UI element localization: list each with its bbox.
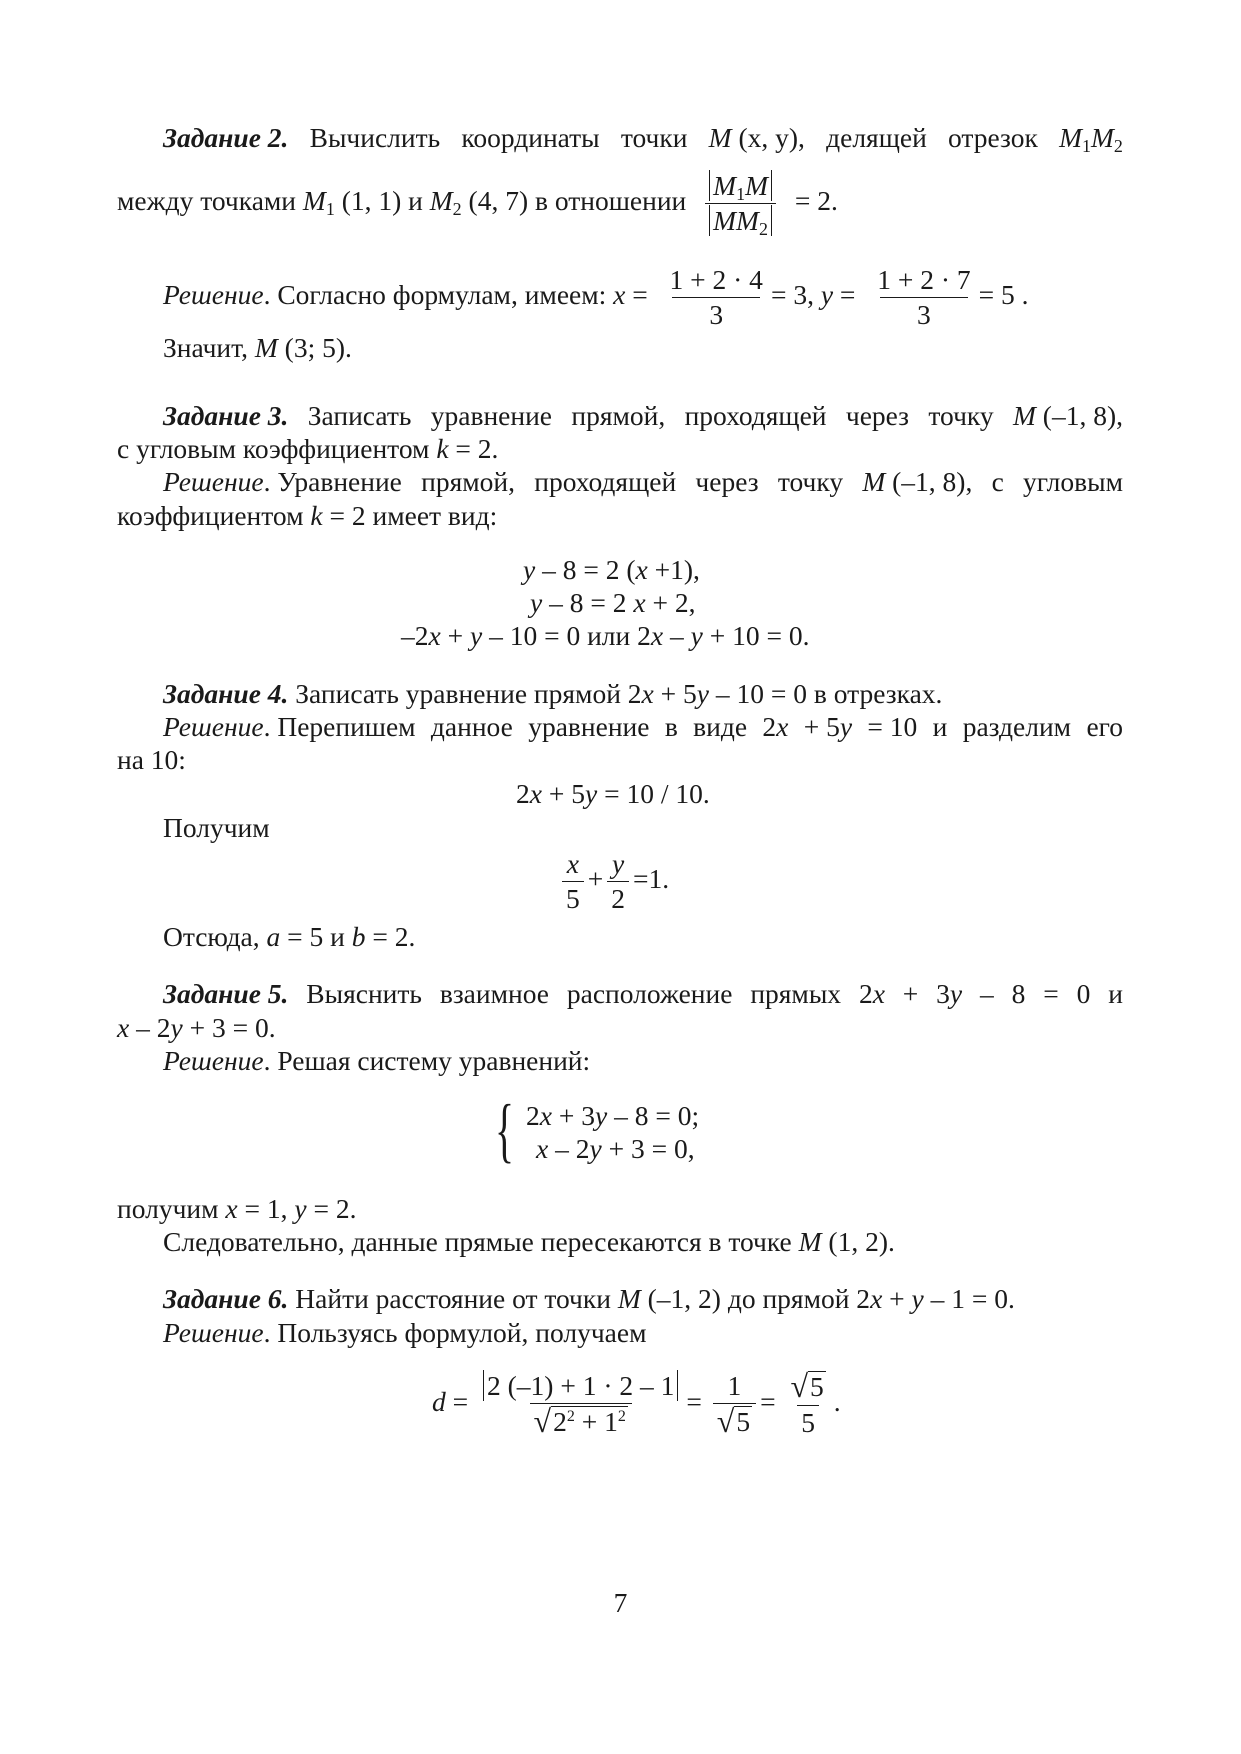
task3-label: Задание 3. <box>163 400 289 431</box>
task5-result: получим x = 1, y = 2. <box>117 1193 357 1224</box>
task4-get: Получим <box>163 812 270 843</box>
sqrt-icon: √ 5 <box>716 1403 751 1439</box>
task3-eq2: y – 8 = 2 x + 2, <box>530 587 696 618</box>
sqrt-icon: √ $2^2 + 1^2$ <box>533 1403 626 1439</box>
task5-line2: x – 2y + 3 = 0. <box>117 1012 276 1043</box>
task2-label: Задание 2. <box>163 122 289 153</box>
task6-line1: Задание 6. Найти расстояние от точки M (–1, 2) до прямой 2x + y – 1 = 0. <box>163 1283 1015 1314</box>
task2-line1: Задание 2. Вычислить координаты точки M (x, y), делящей отрезок $M_1M_2$ <box>163 122 1123 156</box>
task3-line2: с угловым коэффициентом k = 2. <box>117 433 499 464</box>
task3-eq3: –2x + y – 10 = 0 или 2x – y + 10 = 0. <box>401 620 810 651</box>
task5-solution: Решение. Решая систему уравнений: <box>163 1045 591 1076</box>
task4-line1: Задание 4. Записать уравнение прямой 2x + 5y – 10 = 0 в отрезках. <box>163 678 943 709</box>
task5-label: Задание 5. <box>163 978 289 1009</box>
system-row-2: x – 2y + 3 = 0, <box>536 1133 695 1164</box>
task5-line1: Задание 5. Выяснить взаимное расположение прямых 2x + 3y – 8 = 0 и <box>163 978 1123 1009</box>
task4-line3: на 10: <box>117 744 186 775</box>
task2-solution: Решение. Согласно формулам, имеем: x = $\frac{1 + 2 \cdot 4}{3}$ = 3, y = $\frac{1 + 2 \cdot 7}{3}$ = 5 . <box>163 264 1029 330</box>
task4-label: Задание 4. <box>163 678 289 709</box>
task6-solution: Решение. Пользуясь формулой, получаем <box>163 1317 647 1348</box>
task4-eq: 2x + 5y = 10 / 10. <box>516 778 710 809</box>
brace-icon: { <box>495 1090 515 1170</box>
y-formula: $\frac{1 + 2 \cdot 7}{3}$ <box>877 264 971 330</box>
task5-conclusion: Следовательно, данные прямые пересекаются в точке M (1, 2). <box>163 1226 895 1257</box>
task3-eq1: y – 8 = 2 (x +1), <box>523 554 700 585</box>
page-number: 7 <box>613 1587 628 1618</box>
task4-intercept-eq: $\frac{x}{5}$ + $\frac{y}{2}$ =1. <box>558 848 669 915</box>
task2-conclusion: Значит, M (3; 5). <box>163 332 352 363</box>
sqrt-icon: √ 5 <box>790 1368 824 1404</box>
task3-solution: Решение. Уравнение прямой, проходящей через точку M (–1, 8), с угловым <box>163 466 1123 497</box>
task4-solution: Решение. Перепишем данное уравнение в виде 2x + 5y = 10 и разделим его <box>163 711 1123 742</box>
ratio-fraction: $\frac{M_1M}{MM_2}$ <box>705 170 776 237</box>
task3-line1: Задание 3. Записать уравнение прямой, проходящей через точку M (–1, 8), <box>163 400 1123 431</box>
system-row-1: 2x + 3y – 8 = 0; <box>526 1100 700 1131</box>
x-formula: $\frac{1 + 2 \cdot 4}{3}$ <box>669 264 763 330</box>
task4-conclusion: Отсюда, a = 5 и b = 2. <box>163 921 416 952</box>
task3-line4: коэффициентом k = 2 имеет вид: <box>117 500 498 531</box>
task6-distance-formula: d = 2 (–1) + 1 · 2 – 1 √ $2^2 + 1^2$ = 1 √ 5 = √ 5 5 . <box>432 1368 841 1439</box>
task6-label: Задание 6. <box>163 1283 289 1314</box>
task2-line2: между точками $M_1$ (1, 1) и $M_2$ (4, 7) в отношении $\frac{M_1M}{MM_2}$ = 2. <box>117 170 838 239</box>
